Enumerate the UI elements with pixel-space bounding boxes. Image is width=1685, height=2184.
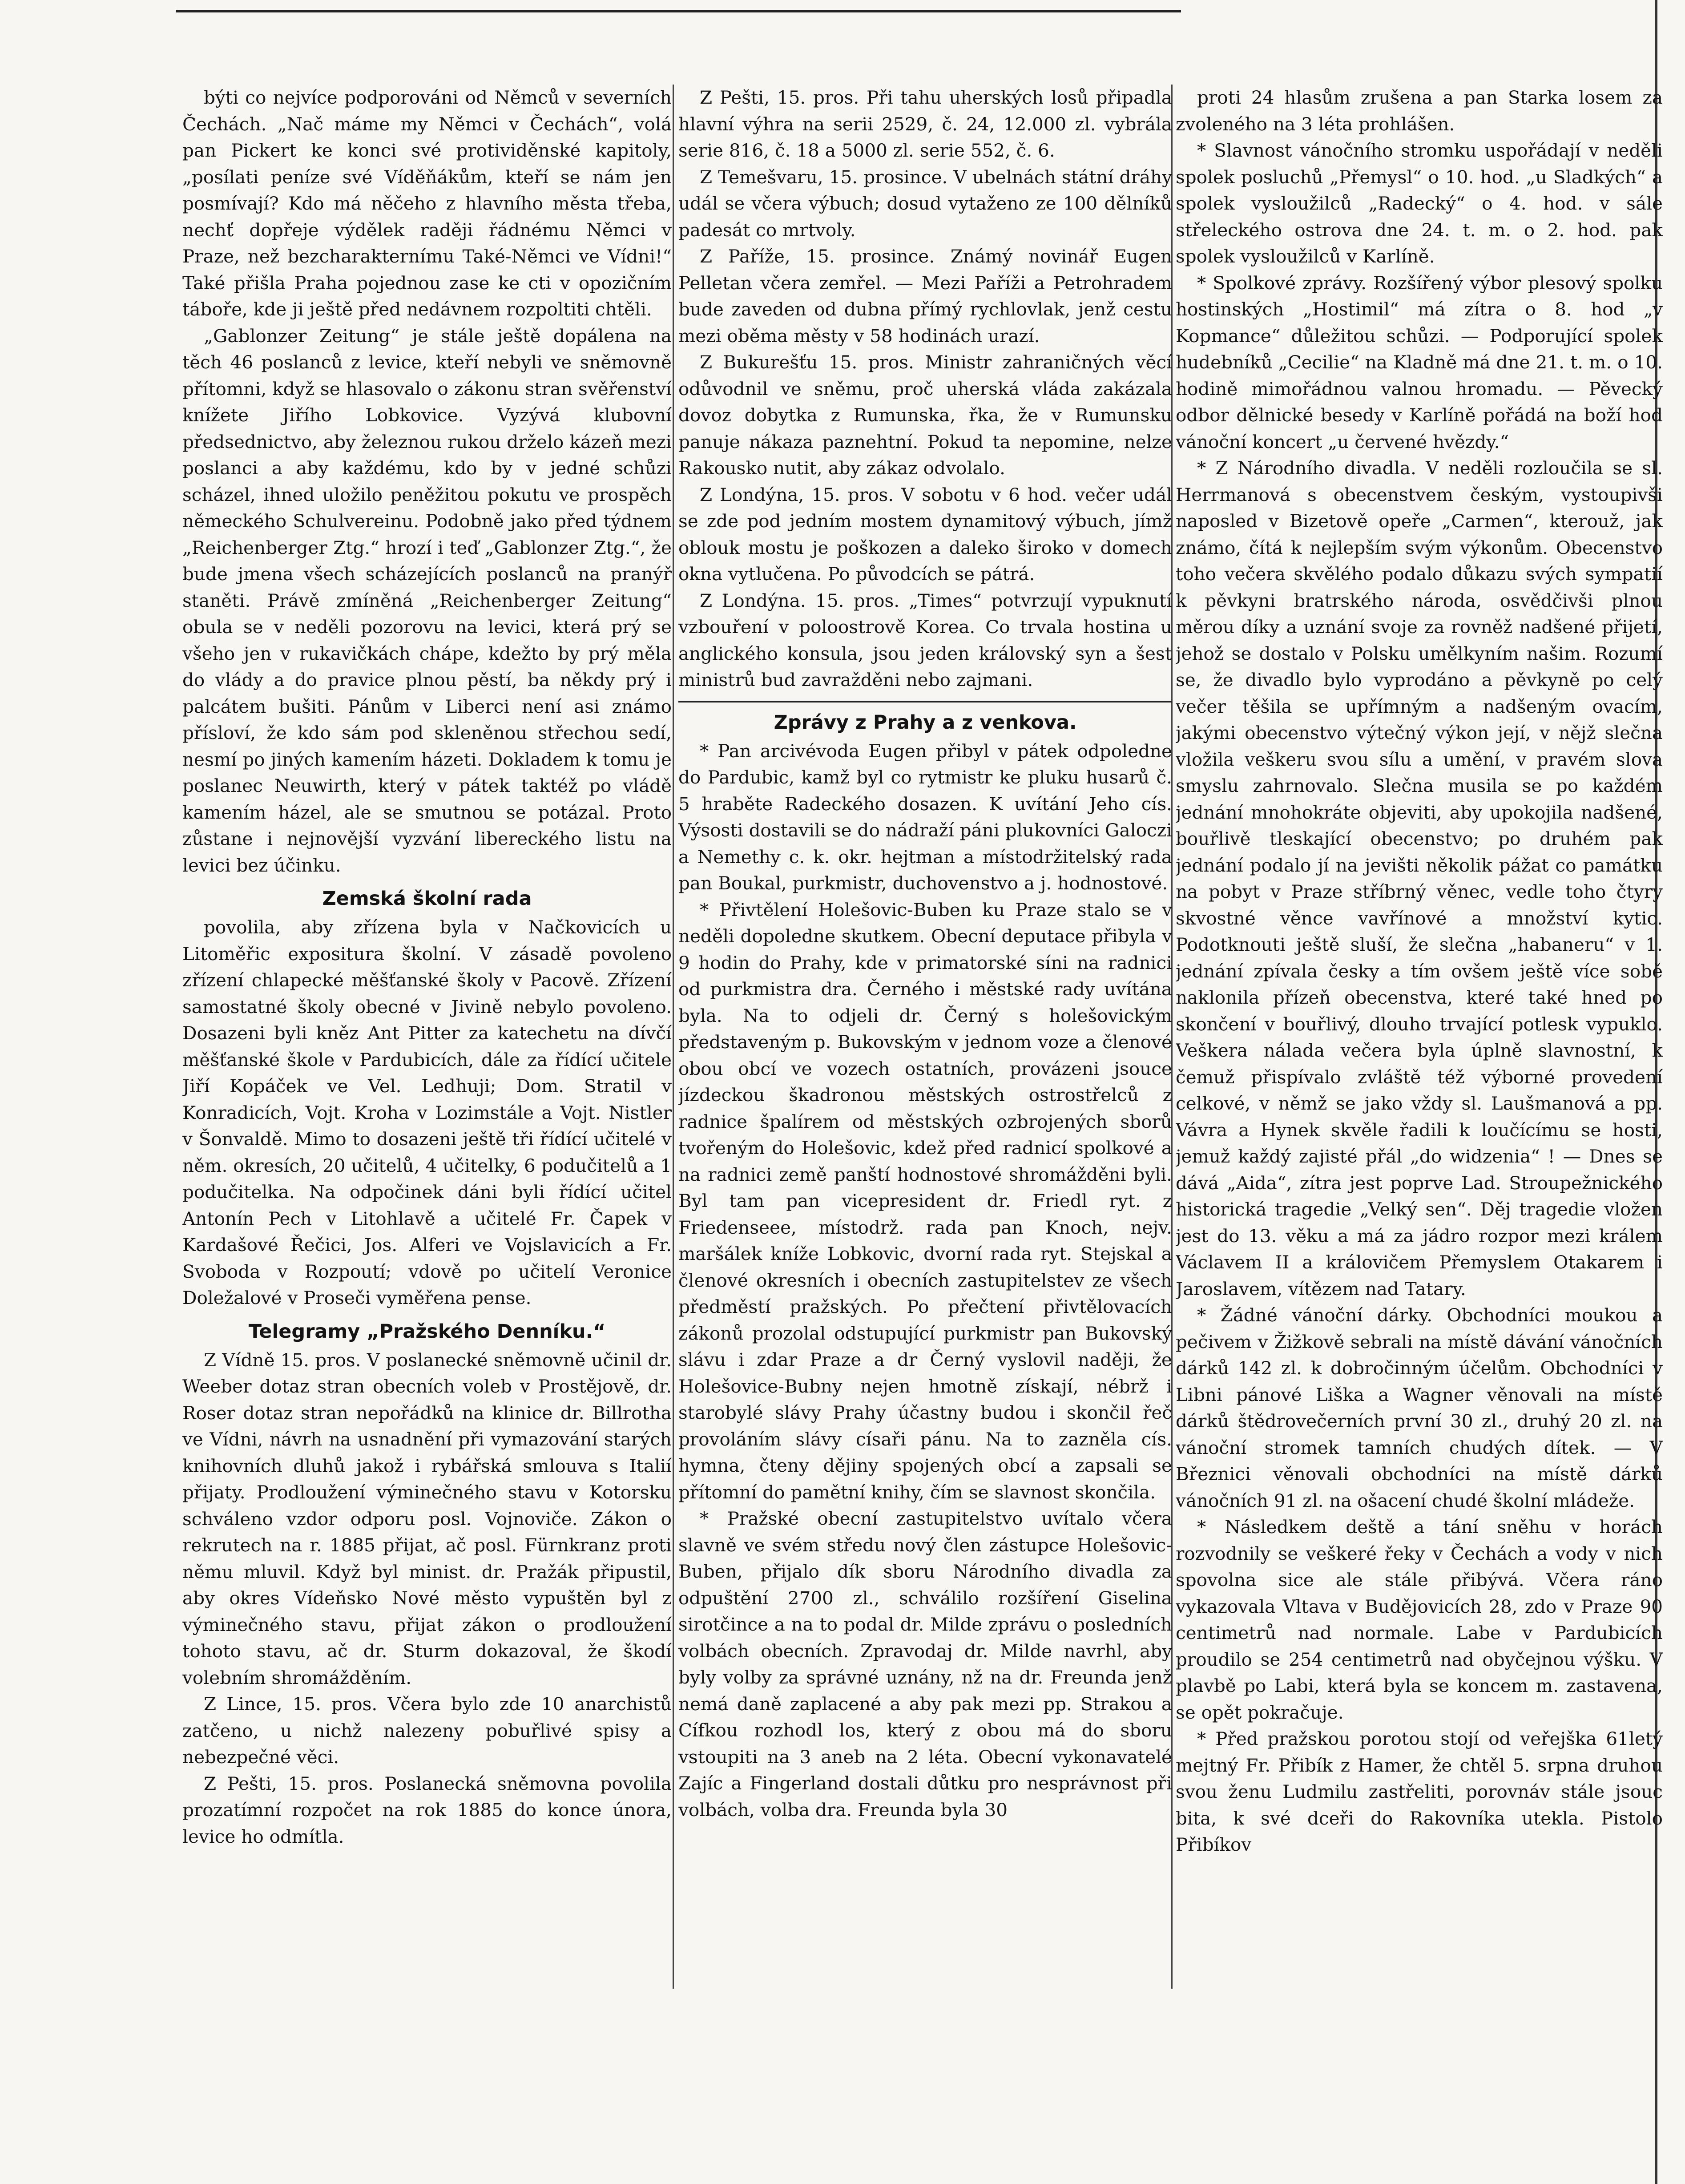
news-paragraph: * Přivtělení Holešovic-Buben ku Praze stalo se v neděli dopoledne skutkem. Obecní deputace přibyla v 9 hodin do Prahy, kde v primatorské síni na radnici od purkmistra dra. Černého i městské rady uvítána byla. Na to odjeli dr. Černý s holešovickým představeným p. Bukovským v jednom voze a členové obou obcí ve vozech ostatních, provázeni jsouce jízdeckou škadronou městských ostrostřelců z radnice špalírem od městských ozbrojených sborů tvořeným do Holešovic, kdež před radnicí spolkové a na radnici země panští hodnostové shromážděni byli. Byl tam pan vicepresident dr. Friedl ryt. z Friedenseee, místodrž. rada pan Knoch, nejv. maršálek kníže Lobkovic, dvorní rada ryt. Stejskal a členové okresních i obecních zastupitelstev ze všech předměstí pražských. Po přečtení přivtělovacích zákonů prozolal odstupující purkmistr pan Bukovský slávu i zdar Praze a dr Černý vyslovil naději, že Holešovice-Bubny nejen hmotně získají, nébrž i starobylé slávy Prahy účastny budou i skončil řeč provoláním slávy císaři pánu. Na to zazněla cís. hymna, čteny dějiny spojených obcí a zapsali se přítomní do pamětní knihy, čím se slavnost skončila. bbox=[678, 899, 1172, 1503]
telegram-paragraph: Z Lince, 15. pros. Včera bylo zde 10 anarchistů zatčeno, u nichž nalezeny pobuřlivé spisy a nebezpečné věci. bbox=[182, 1693, 672, 1768]
column-2 bbox=[678, 85, 1172, 1989]
news-paragraph: * Z Národního divadla. V neděli rozloučila se sl. Herrmanová s obecenstvem českým, vystoupivši naposled v Bizetově opeře „Carmen“, kterouž, jak známo, čítá k nejlepším svým výkonům. Obecenstvo toho večera skvělého podalo důkazu svých sympatií k pěvkyni bratrského národa, osvědčivši plnou měrou díky a uznání svoje za rovněž nadšené přijetí, jehož se dostalo v Polsku umělkyním našim. Rozumí se, že divadlo bylo vyprodáno a pěvkyně po celý večer těšila se upřímným a nadšeným ovacím, jakými obecenstvo výtečný výkon její, v nějž slečna vložila veškeru svou sílu a umění, v pravém slova smyslu zahrnovalo. Slečna musila se po každém jednání mnohokráte objeviti, aby upokojila nadšené, bouřlivě tleskající obecenstvo; po druhém pak jednání podalo jí na jevišti několik pážat co památku na pobyt v Praze stříbrný věnec, vedle toho čtyry skvostné věnce vavřínové a množství kytic. Podotknouti ještě sluší, že slečna „habaneru“ v 1. jednání zpívala česky a tím ovšem ještě více sobě naklonila přízeň obecenstva, které také hned po skončení v bouřlivý, dlouho trvající potlesk vypuklo. Veškera nálada večera byla úplně slavnostní, k čemuž přispívalo zvláště též výborné provedení celkové, v němž se jako vždy sl. Laušmanová a pp. Vávra a Hynek skvěle řadili k loučícímu se hosti, jemuž každý zajisté přál „do widzenia“ ! — Dnes se dává „Aida“, zítra jest poprve Lad. Stroupežnického historická tragedie „Velký sen“. Děj tragedie vložen jest do 13. věku a má za jádro rozpor mezi králem Václavem II a královičem Přemyslem Otakarem i Jaroslavem, vítězem nad Tatary. bbox=[1176, 457, 1663, 1300]
column-1 bbox=[182, 85, 672, 1989]
news-paragraph: * Spolkové zprávy. Rozšířený výbor plesový spolku hostinských „Hostimil“ má zítra o 8. hod „v Kopmance“ důležitou schůzi. — Podporující spolek hudebníků „Cecilie“ na Kladně má dne 21. t. m. o 10. hodině mimořádnou valnou hromadu. — Pěvecký odbor dělnické besedy v Karlíně pořádá na boží hod vánoční koncert „u červené hvězdy.“ bbox=[1176, 272, 1663, 452]
column-divider bbox=[673, 85, 674, 1989]
article-paragraph: „Gablonzer Zeitung“ je stále ještě dopálena na těch 46 poslanců z levice, kteří nebyli ve sněmovně přítomni, když se hlasovalo o zákonu stran svěřenství knížete Jiřího Lobkovice. Vyzývá klubovní předsednictvo, aby železnou rukou drželo kázeň mezi poslanci a aby každému, kdo by v jedné schůzi scházel, ihned uložilo peněžitou pokutu ve prospěch německého Schulvereinu. Podobně jako před týdnem „Reichenberger Ztg.“ hrozí i teď „Gablonzer Ztg.“, že bude jmena všech scházejících poslanců na pranýř staněti. Právě zmíněná „Reichenberger Zeitung“ obula se v neděli pozorovu na levici, která prý se všeho jen v rukavičkách chápe, kdežto by prý měla do vlády a do pravice plnou pěstí, ba někdy prý i palcátem bušiti. Pánům v Liberci není asi známo přísloví, že kdo sám pod skleněnou střechou sedí, nesmí po jiných kamením házeti. Dokladem k tomu je poslanec Neuwirth, který v pátek taktéž po vládě kamením házel, ale se smutnou se potázal. Proto zůstane i nejnovější vyzvání libereckého listu na levici bez účinku. bbox=[182, 325, 672, 876]
telegram-paragraph: Z Temešvaru, 15. prosince. V ubelnách státní dráhy udál se včera výbuch; dosud vytaženo ze 100 dělníků padesát co mrtvoly. bbox=[678, 166, 1172, 241]
news-paragraph: * Následkem deště a tání sněhu v horách rozvodnily se veškeré řeky v Čechách a vody v nich spovolna sice ale stále přibývá. Včera ráno vykazovala Vltava v Budějovicích 28, zdo v Praze 90 centimetrů nad normale. Labe v Pardubicích proudilo se 254 centimetrů nad obyčejnou výšku. V plavbě po Labi, která byla se koncem m. zastavena, se opět pokračuje. bbox=[1176, 1516, 1663, 1723]
telegram-paragraph: Z Paříže, 15. prosince. Známý novinář Eugen Pelletan včera zemřel. — Mezi Paříži a Petrohradem bude zaveden od dubna přímý rychlovlak, jenž cestu mezi oběma městy v 58 hodinách urazí. bbox=[678, 246, 1172, 347]
section-heading: Zprávy z Prahy a z venkova. bbox=[774, 711, 1077, 734]
article-paragraph: povolila, aby zřízena byla v Načkovicích u Litoměřic expositura školní. V zásadě povoleno zřízení chlapecké měšťanské školy v Pacově. Zřízení samostatné školy obecné v Jivině nebylo povoleno. Dosazeni byli kněz Ant Pitter za katechetu na dívčí měšťanské škole v Pardubicích, dále za řídící učitele Jiří Kopáček ve Vel. Ledhuji; Dom. Stratil v Konradicích, Vojt. Kroha v Lozimstále a Vojt. Nistler v Šonvaldě. Mimo to dosazeni ještě tři řídící učitelé v něm. okresích, 20 učitelů, 4 učitelky, 6 podučitelů a 1 podučitelka. Na odpočinek dáni byli řídící učitel Antonín Pech v Litohlavě a učitelé Fr. Čapek v Kardašové Řečici, Jos. Alferi ve Vojslavicích a Fr. Svoboda v Rozpoutí; vdově po učitelí Veronice Doležalové v Proseči vyměřena pense. bbox=[182, 916, 672, 1308]
telegram-paragraph: Z Pešti, 15. pros. Poslanecká sněmovna povolila prozatímní rozpočet na rok 1885 do konce února, levice ho odmítla. bbox=[182, 1772, 672, 1847]
telegram-paragraph: Z Bukurešťu 15. pros. Ministr zahraničných věcí odůvodnil ve sněmu, proč uherská vláda zakázala dovoz dobytka z Rumunska, řka, že v Rumunsku panuje nákaza paznehtní. Pokud ta nepomine, nelze Rakousko nutit, aby zákaz odvolalo. bbox=[678, 351, 1172, 479]
article-paragraph: býti co nejvíce podporováni od Němců v severních Čechách. „Nač máme my Němci v Čechách“, volá pan Pickert ke konci své protividěnské kapitoly, „posílati peníze své Víděňákům, kteří se nám jen posmívají? Kdo má něčeho z hlavního města třeba, nechť dopřeje výdělek raději řádnému Němci v Praze, než bezcharakternímu Také-Němci ve Vídni!“ Také přišla Praha pojednou zase ke cti v opozičním táboře, kde ji ještě před nedávnem rozpoltiti chtěli. bbox=[182, 87, 672, 320]
section-heading: Telegramy „Pražského Denníku.“ bbox=[248, 1320, 606, 1343]
telegram-paragraph: Z Londýna, 15. pros. V sobotu v 6 hod. večer udál se zde pod jedním mostem dynamitový výbuch, jímž oblouk mostu je poškozen a daleko široko v domech okna vytlučena. Po původcích se pátrá. bbox=[678, 484, 1172, 585]
news-paragraph: proti 24 hlasům zrušena a pan Starka losem za zvoleného na 3 léta prohlášen. bbox=[1176, 87, 1663, 135]
telegram-paragraph: Z Vídně 15. pros. V poslanecké sněmovně učinil dr. Weeber dotaz stran obecních voleb v Prostějově, dr. Roser dotaz stran nepořádků na klinice dr. Billrotha ve Vídni, návrh na usnadnění při vymazování starých knihovních dluhů jakož i rybářská smlouva s Italií přijaty. Prodloužení výminečného stavu v Kotorsku schváleno vzdor odporu posl. Vojnoviče. Zákon o rekrutech na r. 1885 přijat, ač posl. Fürnkranz proti němu mluvil. Když byl minist. dr. Pražák připustil, aby okres Vídeňsko Nové město vypuštěn byl z výminečného stavu, přijat zákon o prodloužení tohoto stavu, ač dr. Sturm dokazoval, že škodí volebním shromážděním. bbox=[182, 1349, 672, 1688]
news-paragraph: * Pražské obecní zastupitelstvo uvítalo včera slavně ve svém středu nový člen zástupce Holešovic-Buben, přijalo dík sboru Národního divadla za odpuštění 2700 zl., schválilo rozšíření Giselina sirotčince a na to podal dr. Milde zprávu o posledních volbách obecních. Zpravodaj dr. Milde navrhl, aby byly volby za správné uznány, nž na dr. Freunda jenž nemá daně zaplacené a aby pak mezi pp. Strakou a Cífkou rozhodl los, který z obou má do sboru vstoupiti na 3 aneb na 2 léta. Obecní vykonavatelé Zajíc a Fingerland dostali důtku pro nesprávnost při volbách, volba dra. Freunda byla 30 bbox=[678, 1508, 1172, 1821]
column-3 bbox=[1176, 85, 1663, 1989]
section-heading: Zemská školní rada bbox=[322, 888, 532, 910]
section-rule bbox=[678, 701, 1172, 702]
news-paragraph: * Slavnost vánočního stromku uspořádají v neděli spolek posluchů „Přemysl“ o 10. hod. „u Sladkých“ a spolek vysloužilců „Radecký“ o 4. hod. v sále střeleckého ostrova dne 24. t. m. o 2. hod. pak spolek vysloužilců v Karlíně. bbox=[1176, 140, 1663, 267]
news-paragraph: * Žádné vánoční dárky. Obchodníci moukou a pečivem v Žižkově sebrali na místě dávání vánočních dárků 142 zl. k dobročinným účelům. Obchodníci v Libni pánové Liška a Wagner věnovali na místě dárků štědrovečerních první 30 zl., druhý 20 zl. na vánoční stromek tamních chudých dítek. — V Březnici věnovali obchodníci na místě dárků vánočních 91 zl. na ošacení chudé školní mládeže. bbox=[1176, 1304, 1663, 1511]
header-rule bbox=[176, 10, 1181, 12]
news-paragraph: * Pan arcivévoda Eugen přibyl v pátek odpoledne do Pardubic, kamž byl co rytmistr ke pluku husarů č. 5 hraběte Radeckého dosazen. K uvítání Jeho cís. Výsosti dostavili se do nádraží páni plukovníci Galoczi a Nemethy c. k. okr. hejtman a místodržitelský rada pan Boukal, purkmistr, duchovenstvo a j. hodnostové. bbox=[678, 740, 1172, 894]
telegram-paragraph: Z Pešti, 15. pros. Při tahu uherských losů připadla hlavní výhra na serii 2529, č. 24, 12.000 zl. vybrála serie 816, č. 18 a 5000 zl. serie 552, č. 6. bbox=[678, 87, 1172, 161]
telegram-paragraph: Z Londýna. 15. pros. „Times“ potvrzují vypuknutí vzbouření v poloostrově Korea. Co trvala hostina u anglického konsula, jsou jeden královský syn a šest ministrů bud zavražděni nebo zajmani. bbox=[678, 589, 1172, 690]
news-paragraph: * Před pražskou porotou stojí od veřejška 61letý mejtný Fr. Přibík z Hamer, že chtěl 5. srpna druhou svou ženu Ludmilu zastřeliti, porovnáv stále jsouc bita, k své dceři do Rakovníka utekla. Pistolo Přibíkov bbox=[1176, 1728, 1663, 1855]
